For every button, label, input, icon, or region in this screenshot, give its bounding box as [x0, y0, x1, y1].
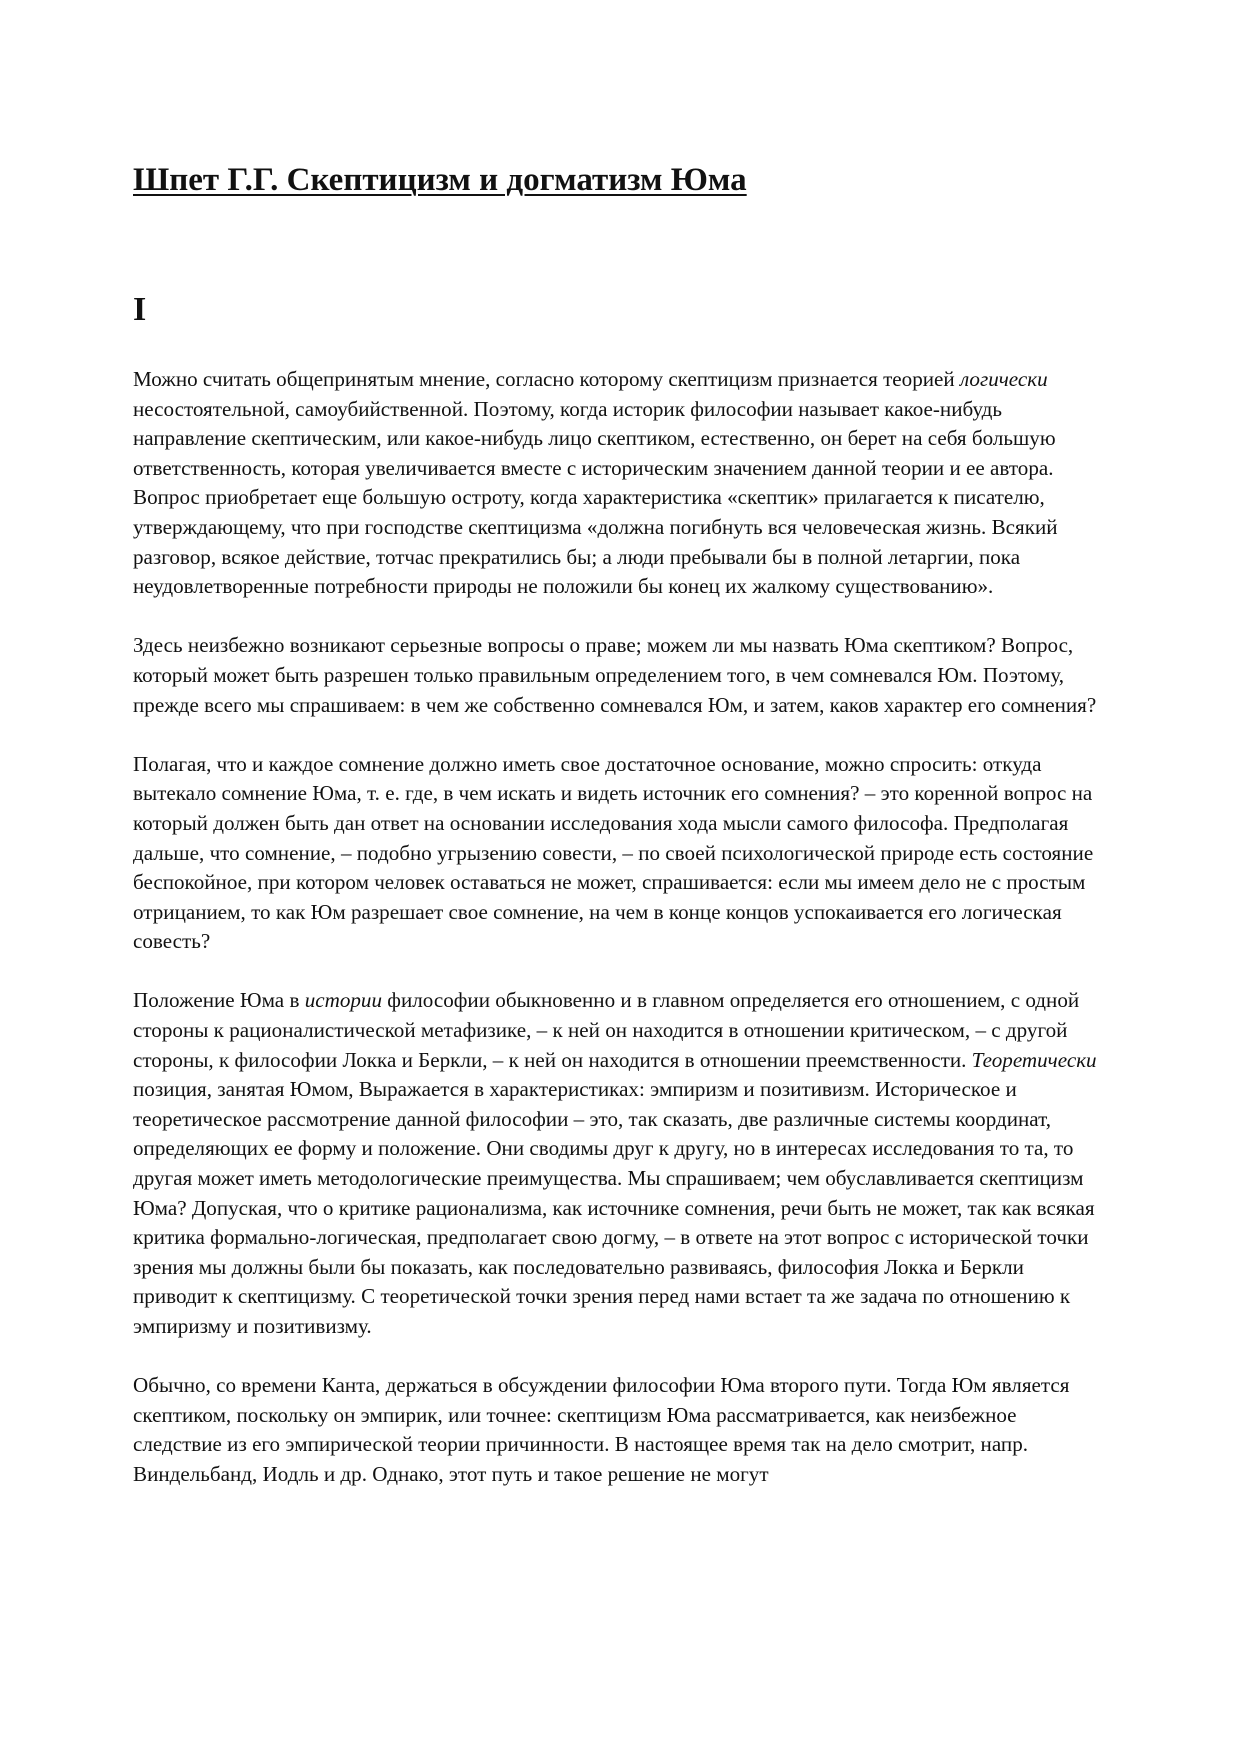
- document-title: Шпет Г.Г. Скептицизм и догматизм Юма: [133, 162, 747, 198]
- document-body: [133, 365, 1108, 1519]
- paragraph-5: [133, 1371, 1108, 1489]
- text-segment: позиция, занятая Юмом, Выражается в характеристиках: эмпиризм и позитивизм. Историческое и теоретическое рассмотрение данной философии – это, так сказать, две различные системы координат, определяющих ее форму и положение. Они сводимы друг к другу, но в интересах исследования то та, то другая может иметь методологические преимущества. Мы спрашиваем; чем обуславливается скептицизм Юма? Допуская, что о критике рационализма, как источнике сомнения, речи быть не может, так как всякая критика формально-логическая, предполагает свою догму, – в ответе на этот вопрос с исторической точки зрения мы должны были бы показать, как последовательно развиваясь, философия Локка и Беркли приводит к скептицизму. С теоретической точки зрения перед нами встает та же задача по отношению к эмпиризму и позитивизму.: [133, 1077, 1095, 1338]
- paragraph-2: [133, 631, 1108, 720]
- paragraph-4: [133, 986, 1108, 1341]
- text-segment: философии обыкновенно и в главном определяется его отношением, с одной стороны к рационалистической метафизике, – к ней он находится в отношении критическом, – с другой стороны, к философии Локка и Беркли, – к ней он находится в отношении преемственности.: [133, 988, 1080, 1072]
- text-segment: Положение Юма в: [133, 988, 305, 1013]
- paragraph-1: [133, 365, 1108, 602]
- italic-text-segment: Теоретически: [971, 1047, 1097, 1072]
- text-segment: Здесь неизбежно возникают серьезные вопросы о праве; можем ли мы назвать Юма скептиком? Вопрос, который может быть разрешен только правильным определением того, в чем сомневался Юм. Поэтому, прежде всего мы спрашиваем: в чем же собственно сомневался Юм, и затем, каков характер его сомнения?: [133, 633, 1097, 717]
- text-segment: Обычно, со времени Канта, держаться в обсуждении философии Юма второго пути. Тогда Юм является скептиком, поскольку он эмпирик, или точнее: скептицизм Юма рассматривается, как неизбежное следствие из его эмпирической теории причинности. В настоящее время так на дело смотрит, напр. Виндельбанд, Иодль и др. Однако, этот путь и такое решение не могут: [133, 1373, 1070, 1486]
- text-segment: Можно считать общепринятым мнение, согласно которому скептицизм признается теорией: [133, 367, 960, 391]
- section-heading: I: [133, 291, 147, 328]
- text-segment: Полагая, что и каждое сомнение должно иметь свое достаточное основание, можно спросить: откуда вытекало сомнение Юма, т. е. где, в чем искать и видеть источник его сомнения? – это коренной вопрос на который должен быть дан ответ на основании исследования хода мысли самого философа. Предполагая дальше, что сомнение, – подобно угрызению совести, – по своей психологической природе есть состояние беспокойное, при котором человек оставаться не может, спрашивается: если мы имеем дело не с простым отрицанием, то как Юм разрешает свое сомнение, на чем в конце концов успокаивается его логическая совесть?: [133, 751, 1094, 954]
- paragraph-3: [133, 750, 1108, 957]
- italic-text-segment: истории: [304, 988, 383, 1013]
- text-segment: несостоятельной, самоубийственной. Поэтому, когда историк философии называет какое-нибудь направление скептическим, или какое-нибудь лицо скептиком, естественно, он берет на себя большую ответственность, которая увеличивается вместе с историческим значением данной теории и ее автора. Вопрос приобретает еще большую остроту, когда характеристика «скептик» прилагается к писателю, утверждающему, что при господстве скептицизма «должна погибнуть вся человеческая жизнь. Всякий разговор, всякое действие, тотчас прекратились бы; а люди пребывали бы в полной летаргии, пока неудовлетворенные потребности природы не положили бы конец их жалкому существованию».: [133, 396, 1058, 599]
- italic-text-segment: логически: [959, 367, 1048, 391]
